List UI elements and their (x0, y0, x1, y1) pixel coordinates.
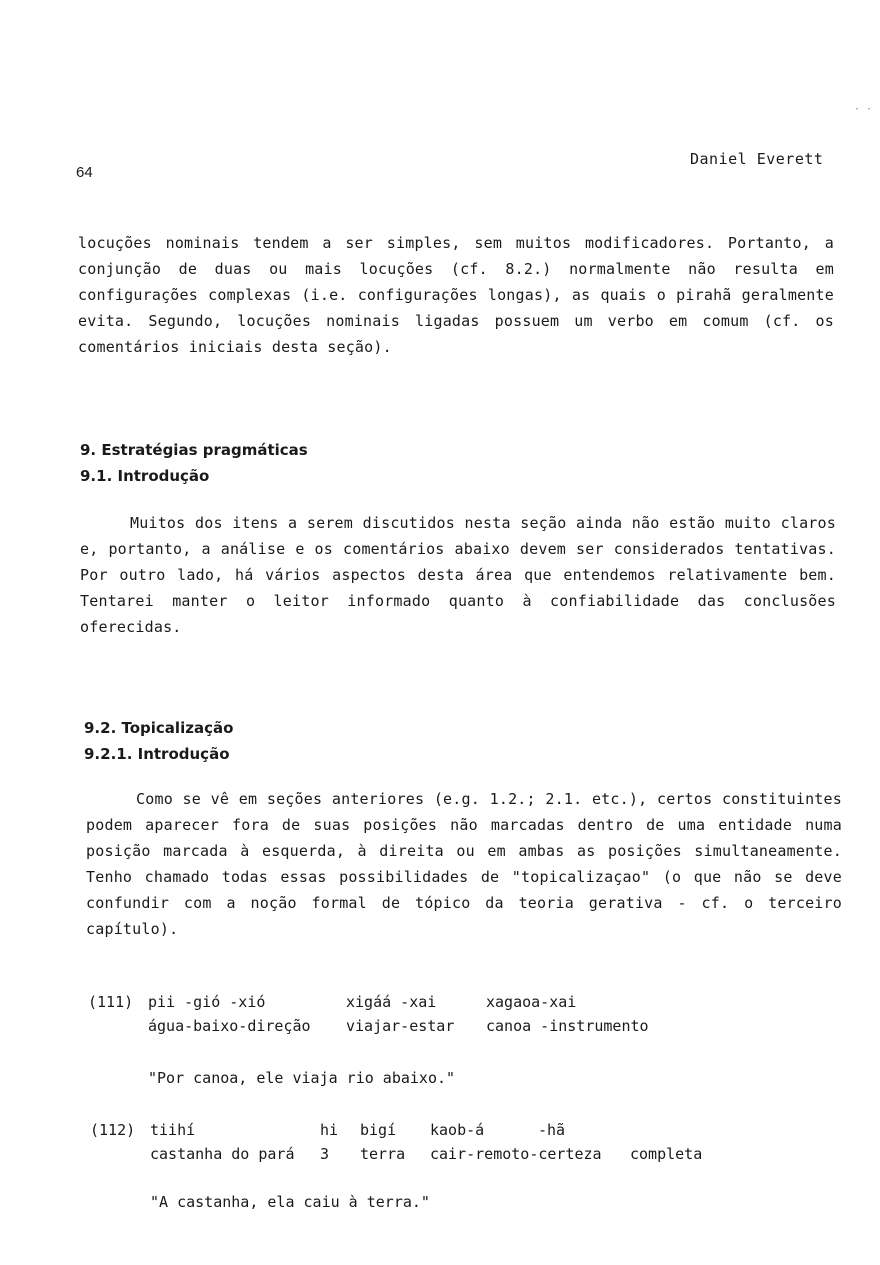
section-9-1-paragraph: Muitos dos itens a serem discutidos nesta seção ainda não estão muito claros e, portanto, a análise e os comentários abaixo devem ser considerados tentativas. Por outro lado, há vários aspectos desta área que entendemos relativamente bem. Tentarei manter o leitor informado quanto à confiabilidade das conclusões oferecidas. (80, 514, 836, 636)
example-word: pii -gió -xió (148, 993, 266, 1011)
section-9-heading: 9. Estratégias pragmáticas (80, 441, 308, 459)
example-112 (90, 1118, 790, 1228)
example-word: hi (320, 1121, 339, 1139)
scan-speck: · · (853, 104, 872, 115)
example-gloss: terra (360, 1145, 406, 1163)
example-word: xigáá -xai (346, 993, 437, 1011)
example-gloss: 3 (320, 1145, 330, 1163)
example-gloss: castanha do pará (150, 1145, 295, 1163)
example-number: (111) (88, 993, 134, 1011)
example-translation: "A castanha, ela caiu à terra." (150, 1193, 430, 1211)
example-gloss: canoa -instrumento (486, 1017, 649, 1035)
section-9-2-heading: 9.2. Topicalização (84, 719, 234, 737)
example-word: kaob-á (430, 1121, 485, 1139)
example-gloss: água-baixo-direção (148, 1017, 311, 1035)
example-gloss: completa (630, 1145, 703, 1163)
example-gloss: cair-remoto-certeza (430, 1145, 602, 1163)
running-head-author: Daniel Everett (690, 150, 824, 168)
example-gloss: viajar-estar (346, 1017, 455, 1035)
example-number: (112) (90, 1121, 136, 1139)
example-word: xagaoa-xai (486, 993, 577, 1011)
example-word: -hã (538, 1121, 566, 1139)
example-111 (88, 990, 788, 1100)
example-word: bigí (360, 1121, 397, 1139)
section-9-2-1-heading: 9.2.1. Introdução (84, 745, 230, 763)
section-9-1-heading: 9.1. Introdução (80, 467, 210, 485)
section-9-2-1-paragraph: Como se vê em seções anteriores (e.g. 1.2.; 2.1. etc.), certos constituintes podem aparecer fora de suas posições não marcadas dentro de uma entidade numa posição marcada à esquerda, à direita ou em ambas as posições simultaneamente. Tenho chamado todas essas possibilidades de "topicalizaçao" (o que não se deve confundir com a noção formal de tópico da teoria gerativa - cf. o terceiro capítulo). (86, 790, 842, 938)
intro-paragraph: locuções nominais tendem a ser simples, sem muitos modificadores. Portanto, a conjunção de duas ou mais locuções (cf. 8.2.) normalmente não resulta em configurações complexas (i.e. configurações longas), as quais o pirahã geralmente evita. Segundo, locuções nominais ligadas possuem um verbo em comum (cf. os comentários iniciais desta seção). (78, 234, 834, 356)
page-number: 64 (76, 164, 93, 181)
example-word: tiihí (150, 1121, 196, 1139)
example-translation: "Por canoa, ele viaja rio abaixo." (148, 1069, 456, 1087)
